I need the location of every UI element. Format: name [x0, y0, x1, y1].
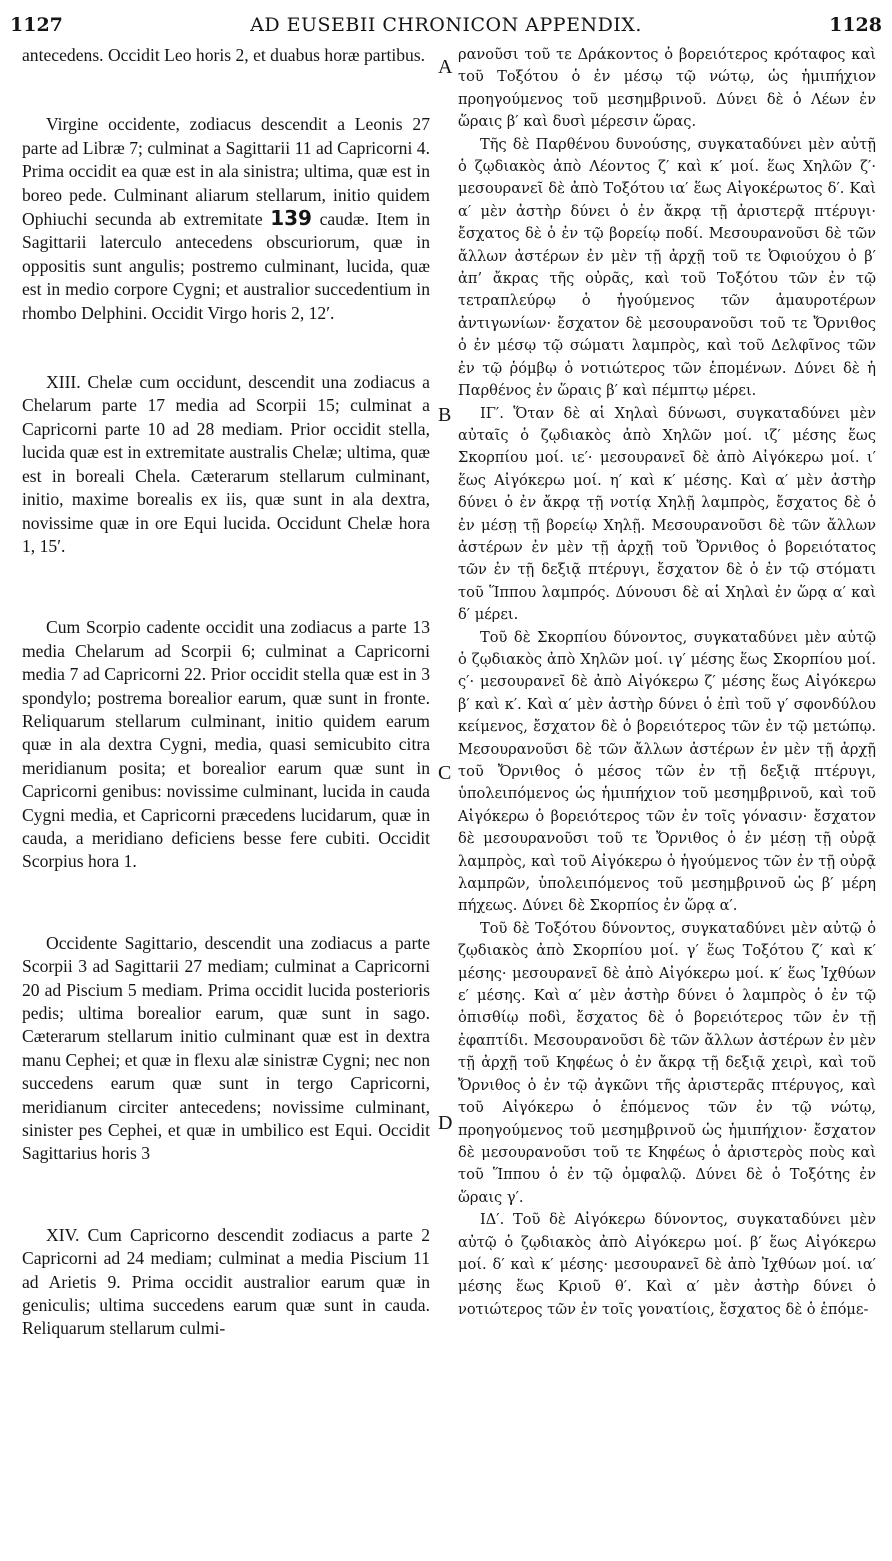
paragraph-spacer	[22, 558, 430, 616]
latin-text: Virgine occidente, zodiacus descendit a Leonis 27 parte ad Libræ 7; culminat a Sagittarii 11 ad Capricorni 4. Prima occidit ea quæ est in ala sinistra; ultima, quæ est in boreo pede. Culminant aliarum stellarum, initio quidem Ophiuchi secunda ab extremitate	[22, 114, 430, 230]
greek-paragraph: Τοῦ δὲ Τοξότου δύνοντος, συγκαταδύνει μὲν αὐτῷ ὁ ζῳδιακὸς ἀπὸ Σκορπίου μοί. γ′ ἕως Τοξότου ζ′ καὶ κ′ μέσης· μεσουρανεῖ δὲ ἀπὸ Αἰγόκερω μοί. κ′ ἕως Ἰχθύων ε′ μέσης. Καὶ α′ μὲν ἀστὴρ δύνει ὁ λαμπρὸς ὁ ἐν τῷ ὀπισθίῳ ποδὶ, ἔσχατος δὲ ὁ βορειότερος τῶν ἐν τῇ ἐφαπτίδι. Μεσουρανοῦσι δὲ τῶν ἄλλων ἀστέρων ἐν μὲν τῇ ἀρχῇ τοῦ Κηφέως ὁ ἐν ἄκρᾳ τῇ δεξιᾷ χειρὶ, καὶ τοῦ Ὄρνιθος ὁ ἐν τῷ ἀγκῶνι τῆς ἀριστερᾶς πτέρυγος, καὶ τοῦ Αἰγόκερω ὁ ἑπόμενος τῶν ἐν τῷ νώτῳ, προηγούμενος τοῦ μεσημβρινοῦ ὡς ἡμιπήχιον· ἔσχατον δὲ μεσουρανοῦσι τοῦ τε Κηφέως ὁ ἀριστερὸς ποὺς καὶ τοῦ Ἵππου ὁ ἐν τῷ ὀμφαλῷ. Δύνει δὲ ὁ Τοξότης ἐν ὥραις γ′.	[458, 919, 876, 1206]
greek-paragraph: ρανοῦσι τοῦ τε Δράκοντος ὁ βορειότερος κρόταφος καὶ τοῦ Τοξότου ὁ ἐν μέσῳ τῷ νώτῳ, ὡς ἡμιπήχιον προηγούμενος τοῦ μεσημβρινοῦ. Δύνει δὲ ὁ Λέων ἐν ὥραις β′ καὶ δυσὶ μέρεσιν ὥρας.	[458, 46, 876, 131]
paragraph-spacer	[22, 1166, 430, 1224]
greek-paragraph: ΙΓ′. Ὅταν δὲ αἱ Χηλαὶ δύνωσι, συγκαταδύνει μὲν αὐταῖς ὁ ζῳδιακὸς ἀπὸ Χηλῶν μοί. ιζ′ μέσης ἕως Σκορπίου μοί. ιε′· μεσουρανεῖ δὲ ἀπὸ Αἰγόκερω μοί. ι′ ἕως Αἰγόκερω μοί. η′ καὶ κ′ μέσης. Καὶ α′ μὲν ἀστὴρ δύνει ὁ ἐν ἄκρᾳ τῇ νοτίᾳ Χηλῇ λαμπρὸς, ἔσχατος δὲ ὁ ἐν μέσῃ τῇ βορείῳ Χηλῇ. Μεσουρανοῦσι δὲ τῶν ἄλλων ἀστέρων ἐν μὲν τῇ ἀρχῇ τοῦ Ὄρνιθος ὁ βορειότατος τῶν ἐν τῇ δεξιᾷ πτέρυγι, ἔσχατον δὲ ὁ ἐν τῷ στόματι τοῦ Ἵππου λαμπρός. Δύνουσι δὲ αἱ Χηλαὶ ἐν ὥρᾳ α′ καὶ δ′ μέρει.	[458, 404, 876, 624]
latin-paragraph: antecedens. Occidit Leo horis 2, et duabus horæ partibus.	[22, 45, 426, 65]
latin-paragraph: Occidente Sagittario, descendit una zodiacus a parte Scorpii 3 ad Sagittarii 27 mediam; culminat a Capricorni 20 ad Piscium 5 mediam. Prima occidit lucida posterioris pedis; ultima borealior earum, quæ sunt in sago. Cæterarum stellarum initio culminant quæ est in dextra manu Cephei; et quæ in flexu alæ sinistræ Cygni; nec non succedens earum quæ sunt in tergo Capricorni, meridianum circiter antecedens; novissime culminant, sinister pes Cephei, et quæ in umbilico est Equi. Occidit Sagittarius horis 3	[22, 932, 430, 1164]
inline-section-number: 139	[270, 206, 312, 231]
paragraph-spacer	[22, 325, 430, 371]
paragraph-spacer	[22, 874, 430, 932]
greek-column	[458, 44, 876, 1321]
running-title: AD EUSEBII CHRONICON APPENDIX.	[250, 14, 642, 36]
latin-paragraph: XIV. Cum Capricorno descendit zodiacus a parte 2 Capricorni ad 24 mediam; culminat a media Piscium 11 ad Arietis 9. Prima occidit australior earum quæ in geniculis; ultima succedens earum quæ sunt in cauda. Reliquarum stellarum culmi-	[22, 1224, 430, 1339]
running-head	[0, 14, 892, 42]
latin-paragraph: XIII. Chelæ cum occidunt, descendit una zodiacus a Chelarum parte 17 media ad Scorpii 15; culminat a Capricorni parte 10 ad 28 mediam. Prior occidit stella, lucida quæ est in extremitate australis Chelæ; ultima, quæ est in boreali Chela. Cæterarum stellarum culminant, initio, maxime borealis ex iis, quæ sunt in ala dextra, novissime quæ in ore Equi lucida. Occidunt Chelæ hora 1, 15′.	[22, 372, 430, 556]
greek-paragraph: ΙΔ′. Τοῦ δὲ Αἰγόκερω δύνοντος, συγκαταδύνει μὲν αὐτῷ ὁ ζῳδιακὸς ἀπὸ Αἰγόκερω μοί. β′ ἕως Αἰγόκερω μοί. δ′ καὶ κ′ μέσης· μεσουρανεῖ δὲ ἀπὸ Ἰχθύων μοί. ια′ μέσης ἕως Κριοῦ θ′. Καὶ α′ μὲν ἀστὴρ δύνει ὁ νοτιώτερος τῶν ἐν τοῖς γονατίοις, ἔσχατος δὲ ὁ ἑπόμε-	[458, 1211, 876, 1318]
margin-letter-d: D	[438, 1112, 453, 1134]
latin-paragraph: Cum Scorpio cadente occidit una zodiacus a parte 13 media Chelarum ad Scorpii 6; culminat a Capricorni media 7 ad Capricorni 22. Prior occidit stella quæ est in 3 spondylo; postrema borealior earum, quæ sunt in fronte. Reliquarum stellarum culminant, initio quidem earum quæ in ala dextra Cygni, media, quasi semicubito citra meridianum posita; et borealior earum quæ sunt in Capricorni genibus: novissime culminant, lucida in cauda Cygni media, et Capricorni præcedens lucidarum, quæ in cauda, a meridiano deficiens besse fere cubiti. Occidit Scorpius hora 1.	[22, 617, 430, 872]
greek-paragraph: Τοῦ δὲ Σκορπίου δύνοντος, συγκαταδύνει μὲν αὐτῷ ὁ ζῳδιακὸς ἀπὸ Χηλῶν μοί. ιγ′ μέσης ἕως Σκορπίου μοί. ς′· μεσουρανεῖ δὲ ἀπὸ Αἰγόκερω ζ′ μέσης ἕως Αἰγόκερω β′ καὶ κ′. Καὶ α′ μὲν ἀστὴρ δύνει ὁ ἐπὶ τοῦ γ′ σφονδύλου κείμενος, ἔσχατον δὲ ὁ βορειότερος τῶν ἐν τῷ μετώπῳ. Μεσουρανοῦσι δὲ τῶν ἄλλων ἀστέρων ἐν μὲν τῇ ἀρχῇ τοῦ Ὄρνιθος ὁ μέσος τῶν ἐν τῇ δεξιᾷ πτέρυγι, ὑπολειπόμενος ὡς ἡμιπήχιον τοῦ μεσημβρινοῦ, καὶ τοῦ Αἰγόκερω ὁ βορειότερος τῶν ἐν τοῖς γόνασιν· ἔσχατον δὲ μεσουρανοῦσι τοῦ τε Ὄρνιθος ὁ ἐν μέσῃ τῇ οὐρᾷ λαμπρὸς, καὶ τοῦ Αἰγόκερω ὁ ἡγούμενος τῶν ἐν τῇ οὐρᾷ λαμπρῶν, ὑπολειπόμενος τοῦ μεσημβρινοῦ ὡς β′ μέρη πήχεως. Δύνει δὲ Σκορπίος ἐν ὥρᾳ α′.	[458, 628, 876, 915]
latin-text: caudæ. Item in Sagittarii laterculo antecedens obscuriorum, quæ in oppositis sunt angulis; postremo culminant, lucida, quæ est in medio corpore Cygni; et australior succedentium in rhombo Delphini. Occidit Virgo horis 2, 12′.	[22, 209, 430, 323]
greek-paragraph: Τῆς δὲ Παρθένου δυνούσης, συγκαταδύνει μὲν αὐτῇ ὁ ζῳδιακὸς ἀπὸ Λέοντος ζ′ καὶ κ′ μοί. ἕως Χηλῶν ζ′· μεσουρανεῖ δὲ ἀπὸ Τοξότου ια′ ἕως Αἰγοκέρωτος δ′. Καὶ α′ μὲν ἀστὴρ δύνει ὁ ἐν ἄκρᾳ τῇ ἀριστερᾷ πτέρυγι· ἔσχατος δὲ ὁ ἐν τῷ βορείῳ ποδί. Μεσουρανοῦσι δὲ τῶν ἄλλων ἀστέρων ἐν μὲν τῇ ἀρχῇ τοῦ τε Ὀφιούχου ὁ β′ ἀπ’ ἄκρας τῆς οὐρᾶς, καὶ τοῦ Τοξότου τῶν ἐν τῷ τετραπλεύρῳ ὁ ἡγούμενος τῶν ἀμαυροτέρων ἀντιγωνίων· ἔσχατον δὲ μεσουρανοῦσι τοῦ τε Ὄρνιθος ὁ ἐν μέσῳ τῷ σώματι λαμπρὸς, καὶ τοῦ Δελφῖνος τῶν ἐν τῷ ῥόμβῳ ὁ νοτιώτερος τῶν ἑπομένων. Δύνει δὲ ἡ Παρθένος ἐν ὥραις β′ καὶ πέμπτῳ μέρει.	[458, 135, 876, 400]
page-number-left: 1127	[10, 14, 63, 36]
page-number-right: 1128	[829, 14, 882, 36]
margin-letter-b: B	[438, 404, 452, 426]
margin-letter-c: C	[438, 762, 452, 784]
paragraph-spacer	[22, 67, 430, 113]
margin-letter-a: A	[438, 56, 453, 78]
latin-paragraph	[22, 113, 430, 325]
latin-column	[22, 44, 430, 1341]
